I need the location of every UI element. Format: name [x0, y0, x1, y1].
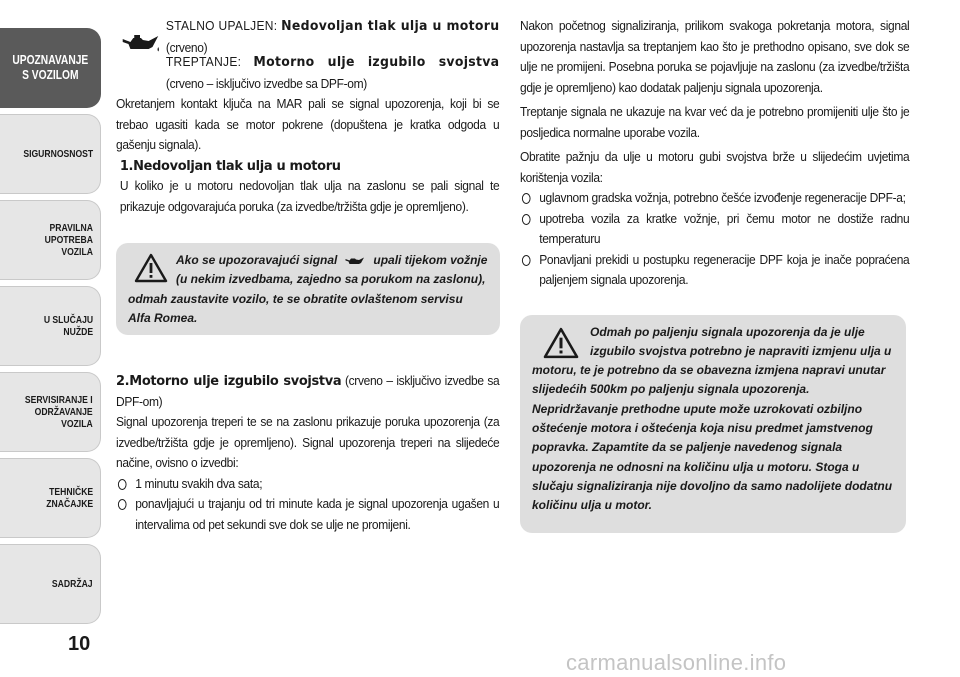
list-item: upotreba vozila za kratke vožnje, pri čemu motor ne dostiže radnu temperaturu — [520, 209, 909, 250]
tab-label: U SLUČAJU NUŽDE — [43, 314, 93, 338]
tab-upoznavanje[interactable] — [0, 28, 101, 108]
tab-sigurnost[interactable] — [0, 114, 101, 194]
indicator-flash-meaning: Motorno ulje izgubilo svojstva — [253, 55, 500, 70]
oil-can-icon — [116, 16, 166, 70]
intro-text: Okretanjem kontakt ključa na MAR pali se signal upozorenja, koji bi se trebao ugasiti kada se motor pokrene (dopuštena je kratka odgoda u gašenju signala). — [116, 97, 500, 152]
warning-triangle-icon — [542, 327, 580, 359]
section2-color: (crveno – isključivo izvedbe sa DPF-om) — [116, 374, 500, 409]
right-paragraph-3: Obratite pažnju da ulje u motoru gubi svojstva brže u slijedećim uvjetima korištenja vozila: — [520, 150, 910, 185]
section2-text: Signal upozorenja treperi te se na zaslonu prikazuje poruka upozorenja (za izvedbe/tržišta gdje je opremljeno). Signal upozorenja treperi na slijedeće načine, ovisno o izvedbi: — [116, 415, 500, 470]
right-column — [520, 16, 910, 533]
section1-text: U koliko je u motoru nedovoljan tlak ulja na zaslonu se pali signal te prikazuje odgovarajuća poruka (za izvedbe/tržišta gdje je opremljeno). — [119, 179, 500, 214]
left-column — [116, 16, 500, 535]
tab-label: PRAVILNA UPOTREBA VOZILA — [44, 222, 93, 258]
tab-label: SIGURNOSNOST — [23, 148, 93, 160]
indicator-steady-color: (crveno) — [165, 40, 208, 55]
tab-label: SERVISIRANJE I ODRŽAVANJE VOZILA — [25, 394, 93, 430]
list-item: Ponavljani prekidi u postupku regeneracije DPF koja je inače popraćena paljenjem signala upozorenja. — [520, 250, 909, 291]
tab-label: UPOZNAVANJE S VOZILOM — [12, 53, 88, 82]
warning-box-1 — [116, 243, 500, 335]
list-item: 1 minutu svakih dva sata; — [116, 474, 499, 495]
tab-pravilna-upotreba[interactable] — [0, 200, 101, 280]
tab-sadrzaj[interactable] — [0, 544, 101, 624]
tab-u-slucaju-nuzde[interactable] — [0, 286, 101, 366]
tab-label: SADRŽAJ — [52, 578, 93, 590]
tab-servisiranje[interactable] — [0, 372, 101, 452]
watermark: carmanualsonline.info — [566, 650, 787, 675]
right-paragraph-2: Treptanje signala ne ukazuje na kvar već da je potrebno promijeniti ulje što je posljedica normalne uporabe vozila. — [520, 105, 910, 140]
tab-tehnicke-znacajke[interactable] — [0, 458, 101, 538]
indicator-steady-label: STALNO UPALJEN: — [165, 19, 282, 33]
section2-title: 2.Motorno ulje izgubilo svojstva — [116, 373, 342, 389]
right-paragraph-1: Nakon početnog signaliziranja, prilikom svakoga pokretanja motora, signal upozorenja nastavlja sa treptanjem kao što je prethodno opisano, sve dok se ulje ne promijeni. Posebna poruka se pojavljuje na zaslonu (za izvedbe/tržišta gdje je opremljeno) kao dodatak paljenju signala upozorenja. — [520, 19, 910, 95]
warning-box-2 — [520, 315, 906, 533]
warning1-text-end: upali tijekom vožnje (u nekim izvedbama, zajedno sa porukom na zaslonu), odmah zaustavite vozilo, te se obratite ovlaštenom servisu Alfa Romea. — [128, 253, 488, 325]
oil-can-icon — [343, 255, 367, 267]
section1-title: 1.Nedovoljan tlak ulja u motoru — [119, 157, 341, 174]
list-item: ponavljajući u trajanju od tri minute kada je signal upozorenja ugašen u intervalima od pet sekundi sve dok se ulje ne promijeni. — [116, 494, 499, 535]
warning2-text: Odmah po paljenju signala upozorenja da je ulje izgubilo svojstva potrebno je napraviti izmjenu ulja u motoru, te je potrebno da se obavezna izmjena napravi unutar slijedećih 500km po paljenju signala upozorenja. Nepridržavanje prethodne upute može uzrokovati ozbiljno oštećenje motora i oštećenja koja nisu predmet jamstvenog popravka. Zapamtite da se paljenje navedenog signala upozorenja ne odnosni na količinu ulja u motoru. Stoga u slučaju signaliziranja nije dovoljno da samo nadolijete dodatnu količinu ulja u motor. — [532, 324, 893, 513]
section2-bullet-list — [116, 474, 499, 536]
indicator-steady-meaning: Nedovoljan tlak ulja u motoru — [281, 19, 500, 34]
list-item: uglavnom gradska vožnja, potrebno češće izvođenje regeneracije DPF-a; — [520, 188, 909, 209]
warning-triangle-icon — [134, 253, 168, 283]
indicator-flash-label: TREPTANJE: — [165, 55, 254, 69]
tab-label: TEHNIČKE ZNAČAJKE — [46, 486, 93, 510]
usage-conditions-list — [520, 188, 909, 291]
page-number: 10 — [68, 633, 91, 655]
warning1-text-start: Ako se upozoravajući signal — [176, 253, 338, 267]
indicator-flash-color: (crveno – isključivo izvedbe sa DPF-om) — [165, 76, 367, 91]
